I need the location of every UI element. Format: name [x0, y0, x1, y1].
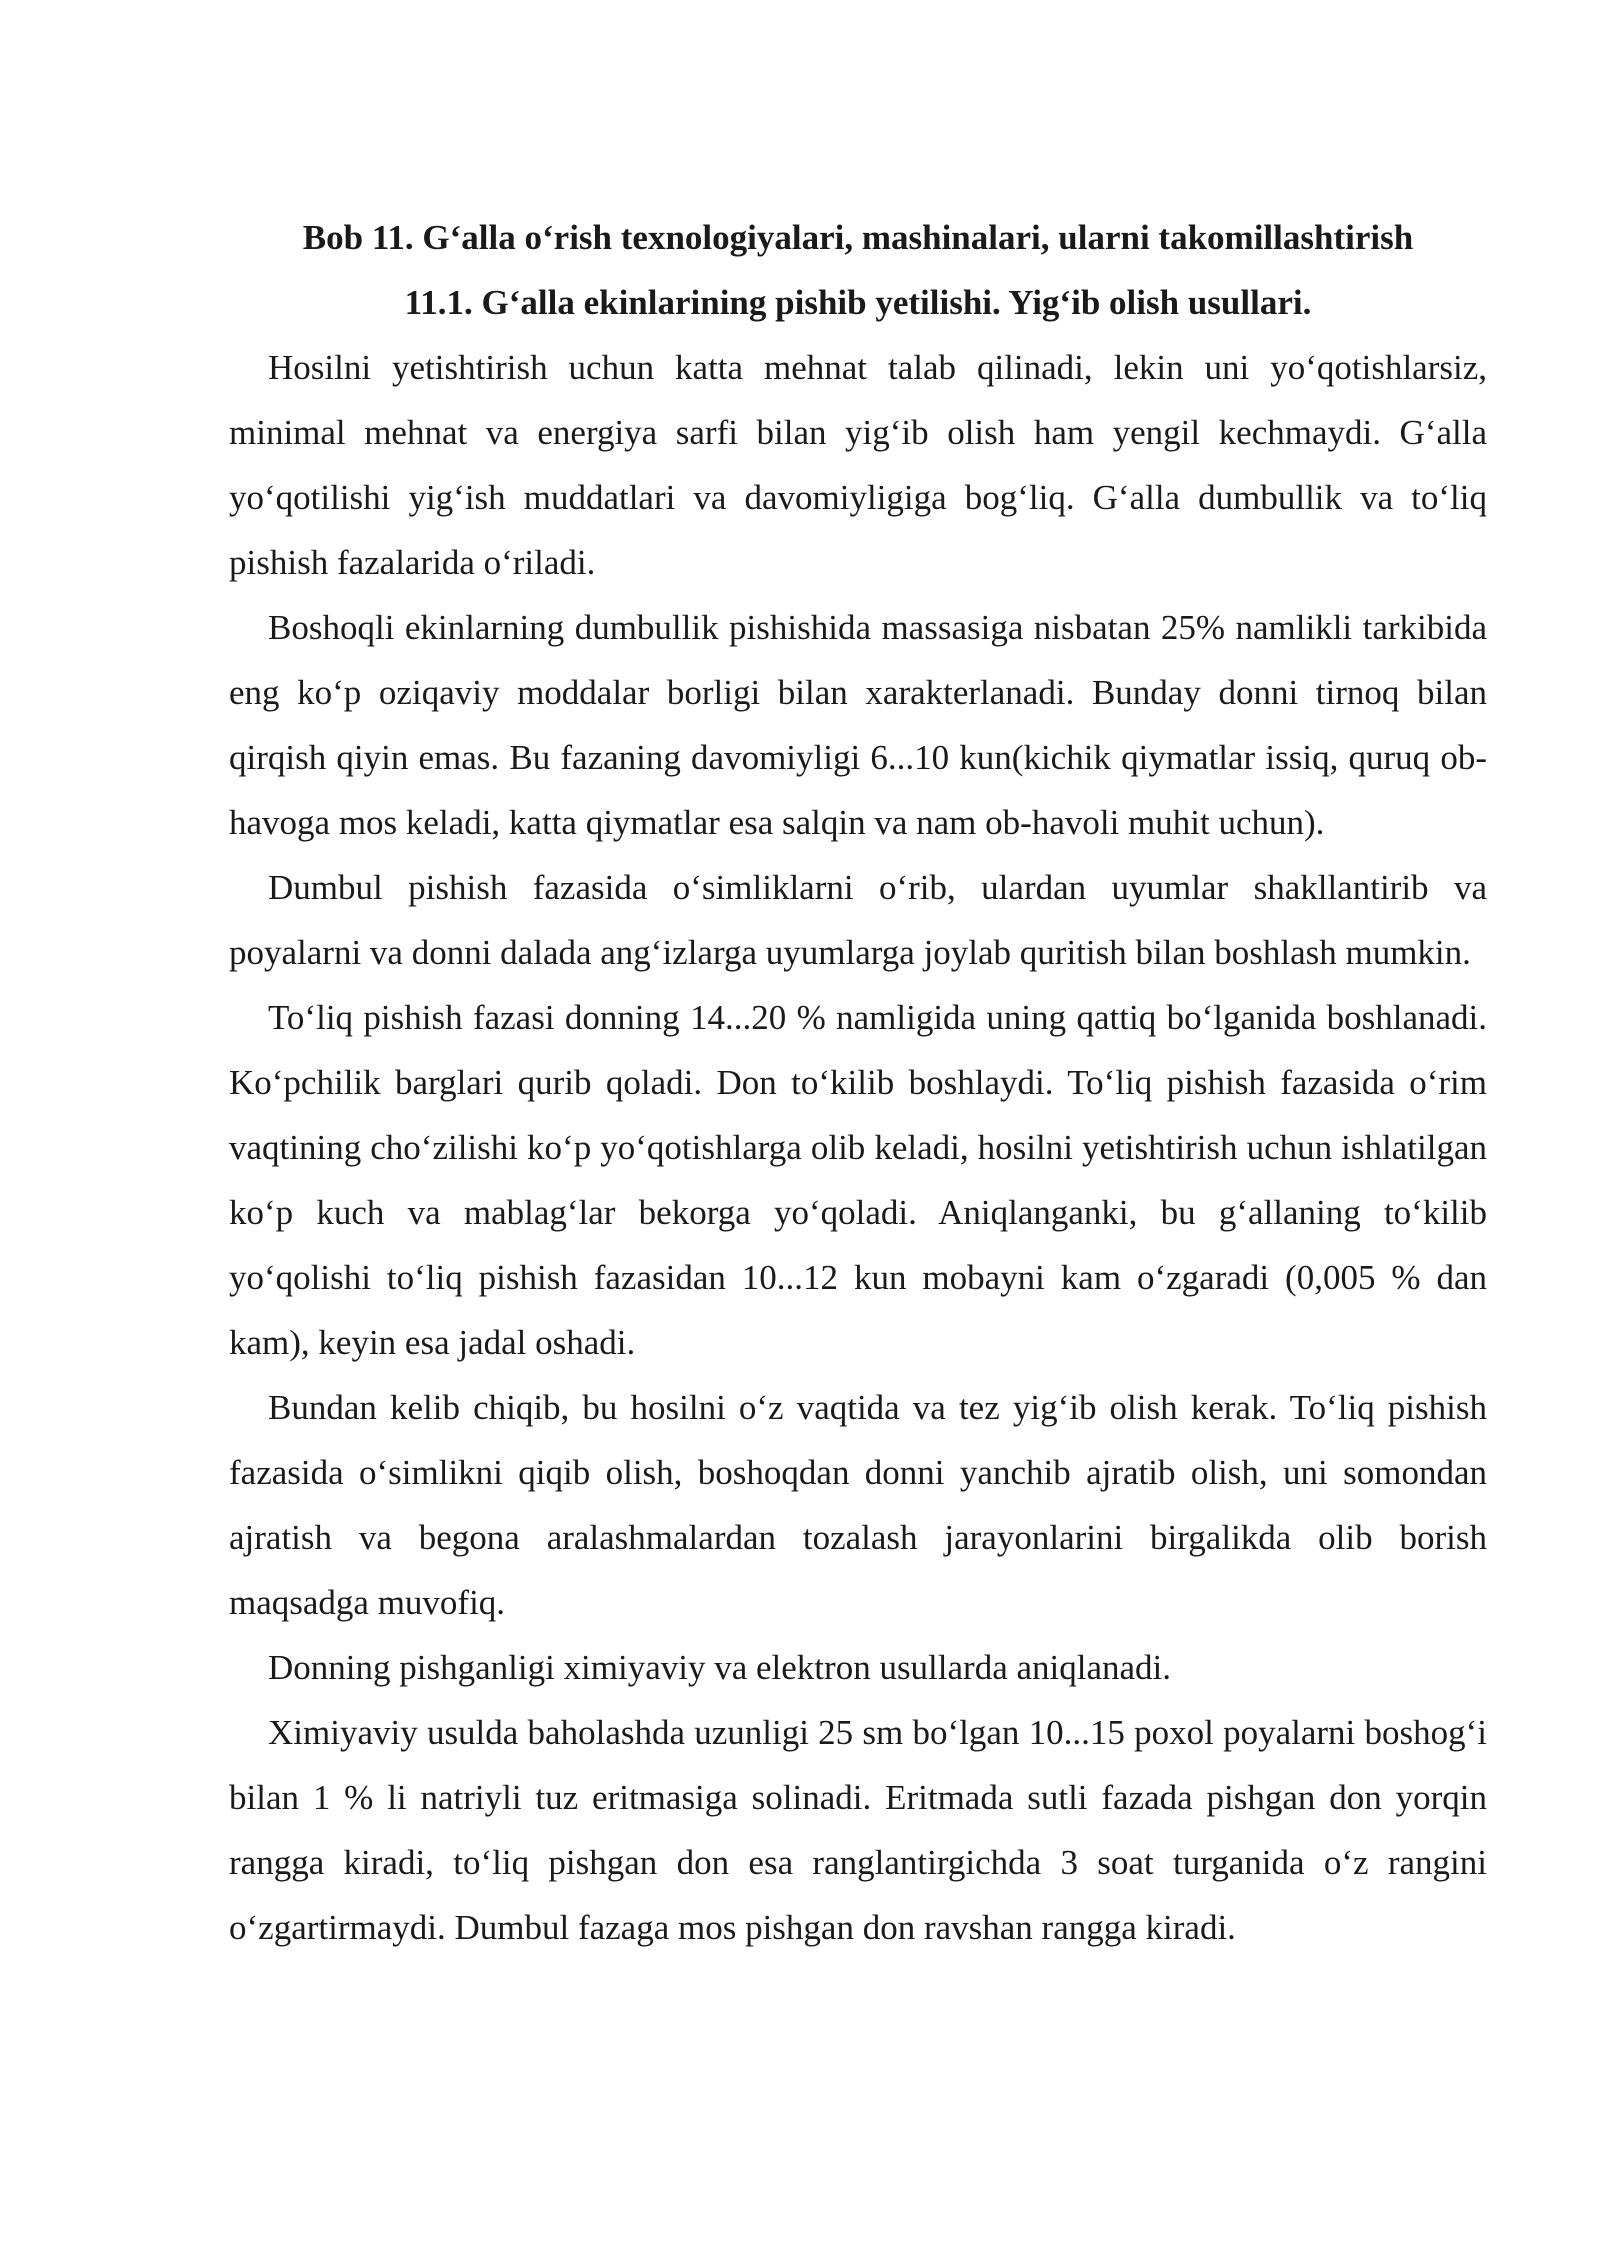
paragraph-7: Ximiyaviy usulda baholashda uzunligi 25 sm bo‘lgan 10...15 poxol poyalarni boshog‘i bilan 1 % li natriyli tuz eritmasiga solinadi. Eritmada sutli fazada pishgan don yorqin rangga kiradi, to‘liq pishgan don esa ranglantirgichda 3 soat turganida o‘z rangini o‘zgartirmaydi. Dumbul fazaga mos pishgan don ravshan rangga kiradi. [229, 1713, 1487, 1947]
section-title: 11.1. G‘alla ekinlarining pishib yetilishi. Yig‘ib olish usullari. [404, 283, 1312, 322]
paragraph-2: Boshoqli ekinlarning dumbullik pishishida massasiga nisbatan 25% namlikli tarkibida eng ko‘p oziqaviy moddalar borligi bilan xarakterlanadi. Bunday donni tirnoq bilan qirqish qiyin emas. Bu fazaning davomiyligi 6...10 kun(kichik qiymatlar issiq, quruq ob-havoga mos keladi, katta qiymatlar esa salqin va nam ob-havoli muhit uchun). [229, 608, 1487, 842]
paragraph-4: To‘liq pishish fazasi donning 14...20 % namligida uning qattiq bo‘lganida boshlanadi. Ko‘pchilik barglari qurib qoladi. Don to‘kilib boshlaydi. To‘liq pishish fazasida o‘rim vaqtining cho‘zilishi ko‘p yo‘qotishlarga olib keladi, hosilni yetishtirish uchun ishlatilgan ko‘p kuch va mablag‘lar bekorga yo‘qoladi. Aniqlanganki, bu g‘allaning to‘kilib yo‘qolishi to‘liq pishish fazasidan 10...12 kun mobayni kam o‘zgaradi (0,005 % dan kam), keyin esa jadal oshadi. [229, 998, 1487, 1362]
paragraph-5: Bundan kelib chiqib, bu hosilni o‘z vaqtida va tez yig‘ib olish kerak. To‘liq pishish fazasida o‘simlikni qiqib olish, boshoqdan donni yanchib ajratib olish, uni somondan ajratish va begona aralashmalardan tozalash jarayonlarini birgalikda olib borish maqsadga muvofiq. [229, 1388, 1487, 1622]
paragraph-3: Dumbul pishish fazasida o‘simliklarni o‘rib, ulardan uyumlar shakllantirib va poyalarni va donni dalada ang‘izlarga uyumlarga joylab quritish bilan boshlash mumkin. [229, 868, 1487, 972]
paragraph-1: Hosilni yetishtirish uchun katta mehnat talab qilinadi, lekin uni yo‘qotishlarsiz, minimal mehnat va energiya sarfi bilan yig‘ib olish ham yengil kechmaydi. G‘alla yo‘qotilishi yig‘ish muddatlari va davomiyligiga bog‘liq. G‘alla dumbullik va to‘liq pishish fazalarida o‘riladi. [229, 348, 1487, 582]
paragraph-6: Donning pishganligi ximiyaviy va elektron usullarda aniqlanadi. [268, 1648, 1172, 1687]
document-page [229, 205, 1487, 1960]
chapter-title: Bob 11. G‘alla o‘rish texnologiyalari, mashinalari, ularni takomillashtirish [302, 218, 1414, 257]
